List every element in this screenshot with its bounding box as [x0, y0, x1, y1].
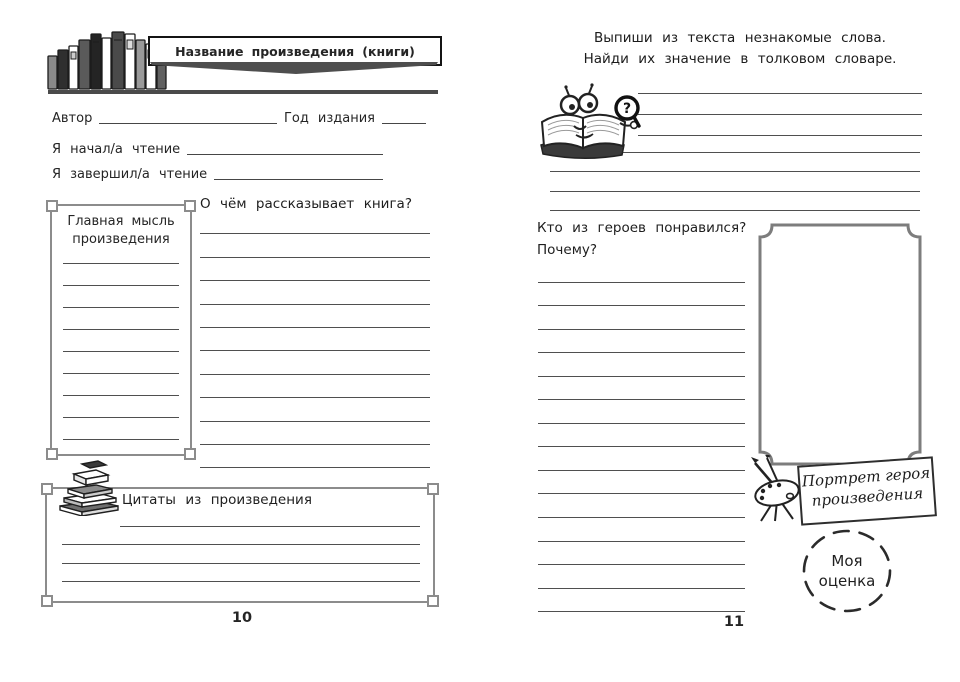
write-line	[62, 564, 420, 583]
rating-circle	[800, 527, 894, 617]
year-write-line	[382, 109, 426, 124]
about-heading: О чём рассказывает книга?	[200, 196, 412, 212]
finished-label: Я завершил/а чтение	[52, 167, 208, 182]
banner-ribbon	[150, 61, 438, 75]
portrait-frame	[756, 221, 924, 468]
write-line	[538, 306, 745, 330]
write-line	[538, 518, 745, 542]
write-line	[538, 589, 745, 613]
ruled-lines	[200, 211, 430, 468]
write-line	[200, 328, 430, 351]
write-line	[538, 471, 745, 495]
write-line	[538, 424, 745, 448]
banner-title: Название произведения (книги)	[175, 43, 415, 59]
corner-ornament	[41, 595, 53, 607]
write-line	[538, 259, 745, 283]
corner-ornament	[184, 200, 196, 212]
write-line	[550, 172, 920, 192]
paint-palette-icon	[745, 455, 811, 523]
rating-label: Моя оценка	[818, 552, 876, 590]
write-line	[200, 258, 430, 281]
section-divider	[48, 90, 438, 94]
write-line	[538, 330, 745, 354]
page-number-left: 10	[231, 610, 253, 626]
ruled-lines	[62, 508, 420, 582]
started-row	[52, 135, 390, 157]
corner-ornament	[427, 595, 439, 607]
write-line	[63, 418, 179, 440]
svg-text:?: ?	[622, 101, 632, 117]
books-stack-icon	[52, 456, 126, 516]
write-line	[538, 353, 745, 377]
write-line	[538, 400, 745, 424]
hero-question: Кто из героев понравился? Почему?	[537, 220, 747, 258]
finished-write-line	[214, 165, 383, 180]
main-idea-title: Главная мысль произведения	[67, 214, 175, 247]
corner-ornament	[46, 200, 58, 212]
write-line	[538, 542, 745, 566]
write-line	[200, 398, 430, 421]
write-line	[63, 330, 179, 352]
started-label: Я начал/а чтение	[52, 142, 181, 157]
write-line	[200, 234, 430, 257]
write-line	[63, 352, 179, 374]
corner-ornament	[184, 448, 196, 460]
write-line	[200, 211, 430, 234]
write-line	[638, 73, 922, 94]
write-line	[200, 281, 430, 304]
write-line	[200, 351, 430, 374]
write-line	[63, 242, 179, 264]
write-line	[538, 283, 745, 307]
write-line	[63, 308, 179, 330]
corner-ornament	[427, 483, 439, 495]
write-line	[200, 445, 430, 468]
write-line	[638, 94, 922, 115]
task-text: Выпиши из текста незнакомые слова. Найди их значение в толковом словаре.	[583, 30, 897, 67]
ruled-lines	[638, 73, 922, 136]
write-line	[62, 527, 420, 546]
write-line	[538, 447, 745, 471]
write-line	[62, 545, 420, 564]
write-line	[200, 422, 430, 445]
write-line	[538, 377, 745, 401]
year-label: Год издания	[283, 111, 375, 126]
author-write-line	[99, 109, 277, 124]
write-line	[538, 494, 745, 518]
ruled-lines	[538, 259, 745, 612]
finished-row	[52, 160, 390, 182]
write-line	[63, 374, 179, 396]
book-character-magnifier-icon	[536, 82, 642, 166]
write-line	[200, 305, 430, 328]
write-line	[63, 264, 179, 286]
write-line	[63, 396, 179, 418]
write-line	[120, 508, 420, 527]
author-label: Автор	[52, 111, 93, 126]
write-line	[63, 286, 179, 308]
write-line	[200, 375, 430, 398]
started-write-line	[187, 140, 383, 155]
author-year-row	[52, 104, 433, 126]
portrait-sign: Портрет героя произведения	[797, 456, 937, 525]
main-idea-box	[50, 204, 192, 456]
quotes-heading: Цитаты из произведения	[122, 492, 312, 508]
page-number-right: 11	[723, 614, 745, 630]
write-line	[550, 192, 920, 212]
write-line	[538, 565, 745, 589]
ruled-lines	[63, 242, 179, 440]
